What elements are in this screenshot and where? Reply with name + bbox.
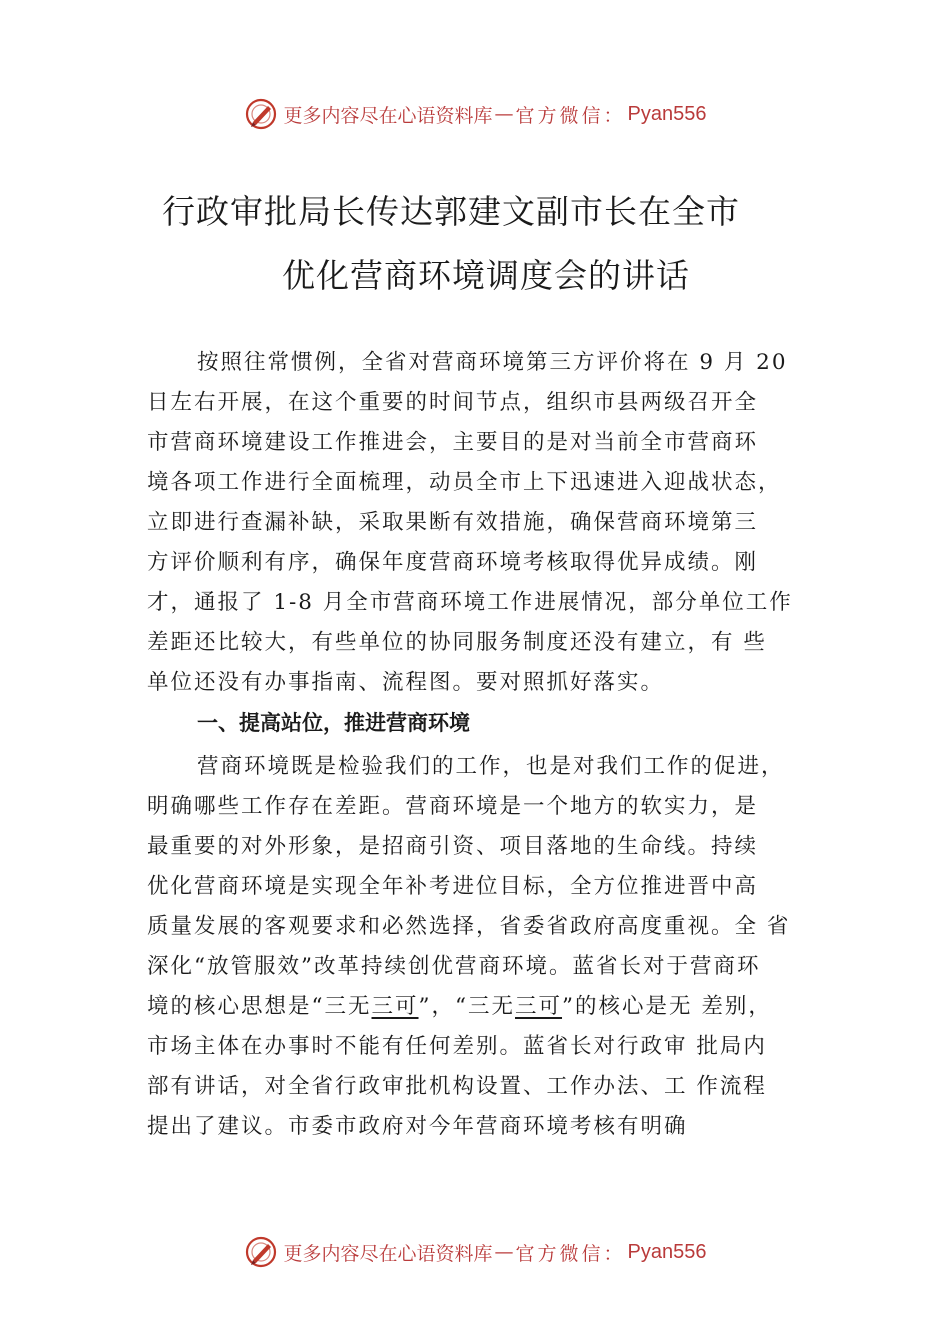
paragraph-line: 深化“放管服效”改革持续创优营商环境。蓝省长对于营商环 [147, 954, 761, 979]
paragraph-line: 境各项工作进行全面梳理，动员全市上下迅速进入迎战状态， [147, 470, 782, 495]
document-title-line-2: 优化营商环境调度会的讲话 [282, 256, 690, 295]
banner-wechat-id: Pyan556 [627, 102, 707, 125]
text-segment: ”，“三无 [418, 994, 515, 1019]
underlined-text: 三可 [371, 994, 419, 1019]
paragraph-line: 优化营商环境是实现全年补考进位目标，全方位推进晋中高 [147, 874, 759, 899]
paragraph-line: 按照往常惯例，全省对营商环境第三方评价将在 9 月 20 [197, 350, 788, 375]
paragraph-line: 立即进行查漏补缺，采取果断有效措施，确保营商环境第三 [147, 510, 759, 535]
section-heading: 一、提高站位，推进营商环境 [197, 711, 470, 735]
pen-logo-icon [244, 1235, 278, 1269]
banner-dash: — [494, 1241, 514, 1263]
text-segment: 境的核心思想是“三无 [147, 994, 372, 1019]
text-segment: ”的核心是无 差别， [562, 994, 772, 1019]
paragraph-line: 市场主体在办事时不能有任何差别。蓝省长对行政审 批局内 [147, 1034, 767, 1059]
pen-logo-icon [244, 97, 278, 131]
paragraph-line: 明确哪些工作存在差距。营商环境是一个地方的软实力，是 [147, 794, 759, 819]
paragraph-line: 提出了建议。市委市政府对今年营商环境考核有明确 [147, 1114, 688, 1139]
paragraph-line: 日左右开展，在这个重要的时间节点，组织市县两级召开全 [147, 390, 759, 415]
document-title-line-1: 行政审批局长传达郭建文副市长在全市 [162, 192, 740, 231]
underlined-text: 三可 [515, 994, 563, 1019]
paragraph-line: 才，通报了 1-8 月全市营商环境工作进展情况，部分单位工作 [147, 590, 793, 615]
banner-wechat-label: 官方微信： [515, 1242, 626, 1265]
paragraph-line: 营商环境既是检验我们的工作，也是对我们工作的促进， [197, 754, 785, 779]
banner-text: 更多内容尽在心语资料库 [283, 104, 493, 127]
banner-wechat-id: Pyan556 [627, 1240, 707, 1263]
paragraph-line: 部有讲话，对全省行政审批机构设置、工作办法、工 作流程 [147, 1074, 767, 1099]
paragraph-line: 最重要的对外形象，是招商引资、项目落地的生命线。持续 [147, 834, 759, 859]
footer-banner [0, 1232, 950, 1272]
paragraph-line: 方评价顺利有序，确保年度营商环境考核取得优异成绩。刚 [147, 550, 759, 575]
paragraph-line: 质量发展的客观要求和必然选择，省委省政府高度重视。全 省 [147, 914, 791, 939]
header-banner [0, 94, 950, 134]
paragraph-line: 差距还比较大，有些单位的协同服务制度还没有建立，有 些 [147, 630, 767, 655]
paragraph-line: 单位还没有办事指南、流程图。要对照抓好落实。 [147, 670, 665, 695]
paragraph-line [147, 989, 772, 1020]
paragraph-line: 市营商环境建设工作推进会，主要目的是对当前全市营商环 [147, 430, 759, 455]
banner-dash: — [494, 103, 514, 125]
banner-text: 更多内容尽在心语资料库 [283, 1242, 493, 1265]
banner-wechat-label: 官方微信： [515, 104, 626, 127]
